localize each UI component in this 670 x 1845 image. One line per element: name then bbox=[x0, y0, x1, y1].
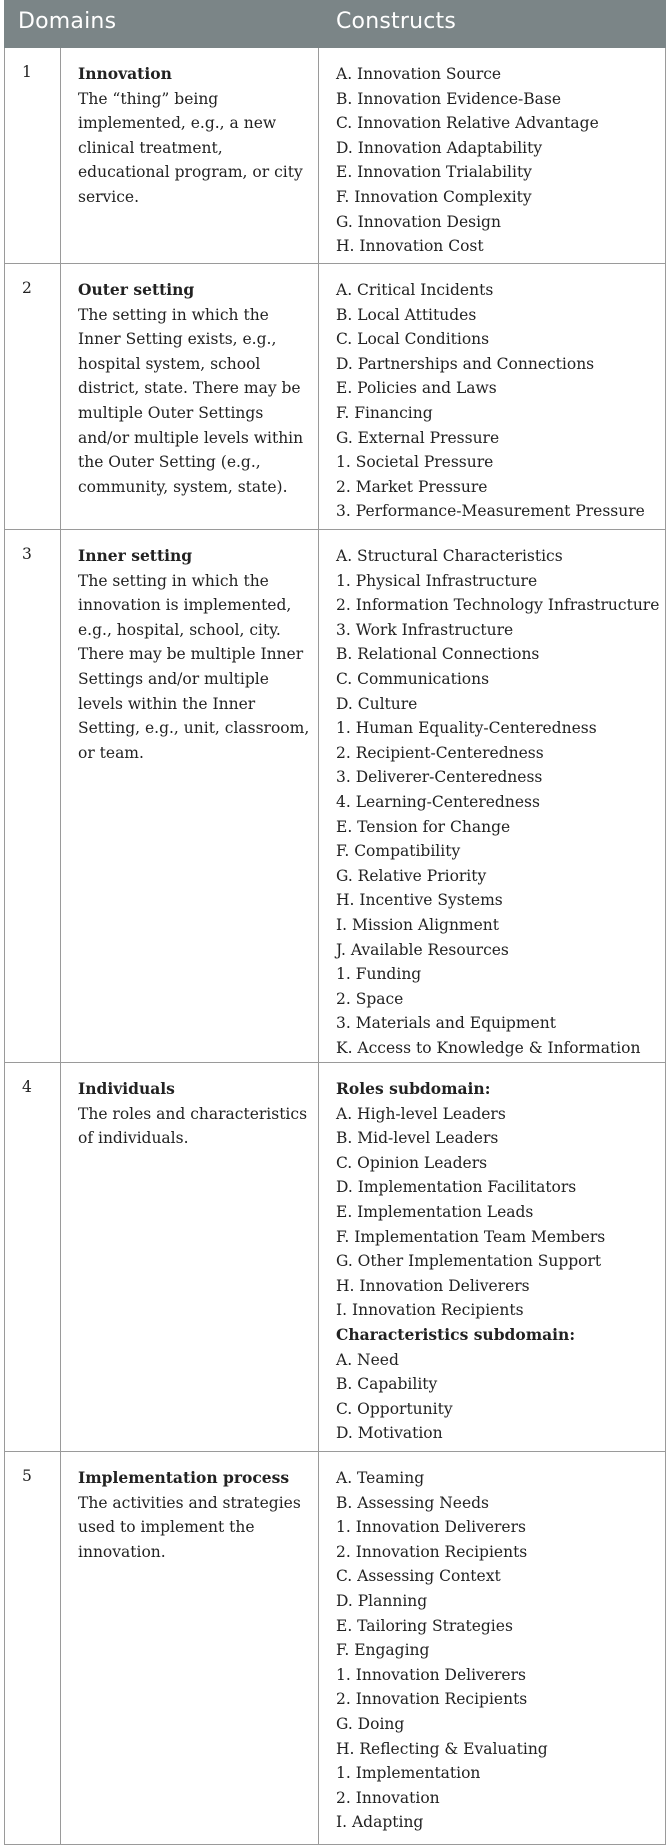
construct-item: G. Relative Priority bbox=[336, 866, 487, 885]
construct-item: D. Planning bbox=[336, 1591, 428, 1610]
domain-cell bbox=[78, 544, 310, 765]
construct-item: 1. Implementation bbox=[336, 1764, 481, 1783]
domain-title: Implementation process bbox=[78, 1468, 290, 1487]
construct-item: 3. Work Infrastructure bbox=[336, 620, 514, 639]
header-domains: Domains bbox=[18, 9, 117, 34]
construct-item: 2. Innovation Recipients bbox=[336, 1690, 528, 1709]
row-number: 2 bbox=[22, 279, 32, 297]
construct-item: A. Structural Characteristics bbox=[336, 547, 563, 565]
domain-cell bbox=[78, 278, 310, 499]
construct-item: C. Assessing Context bbox=[336, 1567, 501, 1586]
domain-cell bbox=[78, 62, 310, 210]
construct-item: C. Opinion Leaders bbox=[336, 1153, 488, 1172]
construct-item: A. Teaming bbox=[336, 1469, 425, 1487]
domain-description: The roles and characteristics of individuals. bbox=[78, 1104, 308, 1148]
construct-item: F. Financing bbox=[336, 403, 433, 422]
construct-item: C. Communications bbox=[336, 669, 490, 688]
row-number: 1 bbox=[22, 63, 32, 81]
construct-item: E. Policies and Laws bbox=[336, 379, 497, 398]
header-constructs: Constructs bbox=[336, 9, 457, 34]
table-row bbox=[4, 530, 666, 1062]
construct-item: C. Innovation Relative Advantage bbox=[336, 114, 599, 133]
domain-description: The setting in which the innovation is implemented, e.g., hospital, school, city. There may be multiple Inner Settings and/or multiple levels within the Inner Setting, e.g., unit, classroom, or team. bbox=[78, 571, 310, 762]
constructs-cell bbox=[336, 62, 666, 259]
construct-item: 2. Recipient-Centeredness bbox=[336, 743, 544, 762]
construct-item: D. Innovation Adaptability bbox=[336, 138, 543, 157]
construct-item: G. Other Implementation Support bbox=[336, 1252, 602, 1271]
construct-item: F. Innovation Complexity bbox=[336, 187, 532, 206]
domain-title: Individuals bbox=[78, 1079, 175, 1098]
construct-item: 3. Materials and Equipment bbox=[336, 1014, 556, 1033]
construct-item: A. Critical Incidents bbox=[336, 281, 494, 299]
construct-item: A. Need bbox=[336, 1350, 399, 1369]
construct-item: 2. Information Technology Infrastructure bbox=[336, 596, 660, 615]
construct-item: H. Reflecting & Evaluating bbox=[336, 1739, 548, 1758]
construct-item: G. Innovation Design bbox=[336, 212, 501, 231]
construct-item: I. Adapting bbox=[336, 1813, 424, 1832]
construct-item: 4. Learning-Centeredness bbox=[336, 792, 540, 811]
construct-item: B. Capability bbox=[336, 1375, 438, 1394]
construct-item: I. Mission Alignment bbox=[336, 915, 500, 934]
table-row bbox=[4, 1452, 666, 1844]
row-number: 3 bbox=[22, 545, 32, 563]
construct-item: D. Culture bbox=[336, 694, 418, 713]
construct-item: G. Doing bbox=[336, 1714, 405, 1733]
construct-item: J. Available Resources bbox=[336, 940, 509, 959]
table-row bbox=[4, 1063, 666, 1451]
constructs-cell bbox=[336, 544, 666, 1060]
construct-item: D. Motivation bbox=[336, 1424, 443, 1443]
domain-title: Outer setting bbox=[78, 280, 195, 299]
constructs-cell bbox=[336, 1077, 666, 1446]
construct-item: 1. Innovation Deliverers bbox=[336, 1518, 526, 1537]
construct-item: B. Relational Connections bbox=[336, 645, 540, 664]
construct-item: B. Local Attitudes bbox=[336, 305, 477, 324]
construct-item: B. Mid-level Leaders bbox=[336, 1129, 499, 1148]
construct-item: D. Partnerships and Connections bbox=[336, 354, 595, 373]
construct-item: A. Innovation Source bbox=[336, 65, 502, 83]
construct-item: H. Innovation Cost bbox=[336, 237, 484, 256]
construct-item: E. Tailoring Strategies bbox=[336, 1616, 513, 1635]
domain-description: The “thing” being implemented, e.g., a new clinical treatment, educational program, or city service. bbox=[78, 89, 303, 206]
construct-item: A. High-level Leaders bbox=[336, 1104, 506, 1123]
construct-item: 1. Physical Infrastructure bbox=[336, 571, 538, 590]
construct-item: H. Incentive Systems bbox=[336, 891, 503, 910]
construct-item: F. Engaging bbox=[336, 1641, 430, 1660]
construct-item: I. Innovation Recipients bbox=[336, 1301, 524, 1320]
domain-description: The setting in which the Inner Setting exists, e.g., hospital system, school district, state. There may be multiple Outer Settings and/or multiple levels within the Outer Setting (e.g., community, system, state). bbox=[78, 305, 304, 496]
construct-item: F. Implementation Team Members bbox=[336, 1227, 606, 1246]
construct-item: 1. Funding bbox=[336, 965, 422, 984]
construct-item: C. Local Conditions bbox=[336, 330, 490, 349]
table-row bbox=[4, 48, 666, 263]
construct-item: E. Innovation Trialability bbox=[336, 163, 532, 182]
construct-item: 1. Human Equality-Centeredness bbox=[336, 719, 597, 738]
construct-item: H. Innovation Deliverers bbox=[336, 1276, 530, 1295]
domain-title: Innovation bbox=[78, 64, 172, 83]
domain-cell bbox=[78, 1466, 310, 1564]
roles-subdomain-heading: Roles subdomain: bbox=[336, 1079, 491, 1098]
construct-item: E. Tension for Change bbox=[336, 817, 511, 836]
construct-item: 3. Performance-Measurement Pressure bbox=[336, 502, 645, 521]
construct-item: 2. Innovation Recipients bbox=[336, 1542, 528, 1561]
row-number: 4 bbox=[22, 1078, 32, 1096]
construct-item: F. Compatibility bbox=[336, 842, 461, 861]
construct-item: 2. Innovation bbox=[336, 1788, 440, 1807]
construct-item: 1. Societal Pressure bbox=[336, 453, 494, 472]
construct-item: E. Implementation Leads bbox=[336, 1202, 534, 1221]
domain-title: Inner setting bbox=[78, 546, 193, 565]
construct-item: 1. Innovation Deliverers bbox=[336, 1665, 526, 1684]
construct-item: 3. Deliverer-Centeredness bbox=[336, 768, 543, 787]
construct-item: B. Assessing Needs bbox=[336, 1493, 490, 1512]
construct-item: C. Opportunity bbox=[336, 1399, 453, 1418]
constructs-cell bbox=[336, 1466, 666, 1835]
domain-cell bbox=[78, 1077, 310, 1151]
domain-description: The activities and strategies used to implement the innovation. bbox=[78, 1493, 301, 1561]
constructs-cell bbox=[336, 278, 666, 524]
table-row bbox=[4, 264, 666, 529]
table-header bbox=[4, 0, 666, 48]
construct-item: 2. Market Pressure bbox=[336, 477, 488, 496]
row-number: 5 bbox=[22, 1467, 32, 1485]
characteristics-subdomain-heading: Characteristics subdomain: bbox=[336, 1324, 576, 1344]
construct-item: B. Innovation Evidence-Base bbox=[336, 89, 562, 108]
construct-item: 2. Space bbox=[336, 989, 404, 1008]
construct-item: G. External Pressure bbox=[336, 428, 500, 447]
construct-item: K. Access to Knowledge & Information bbox=[336, 1038, 641, 1057]
construct-item: D. Implementation Facilitators bbox=[336, 1178, 577, 1197]
